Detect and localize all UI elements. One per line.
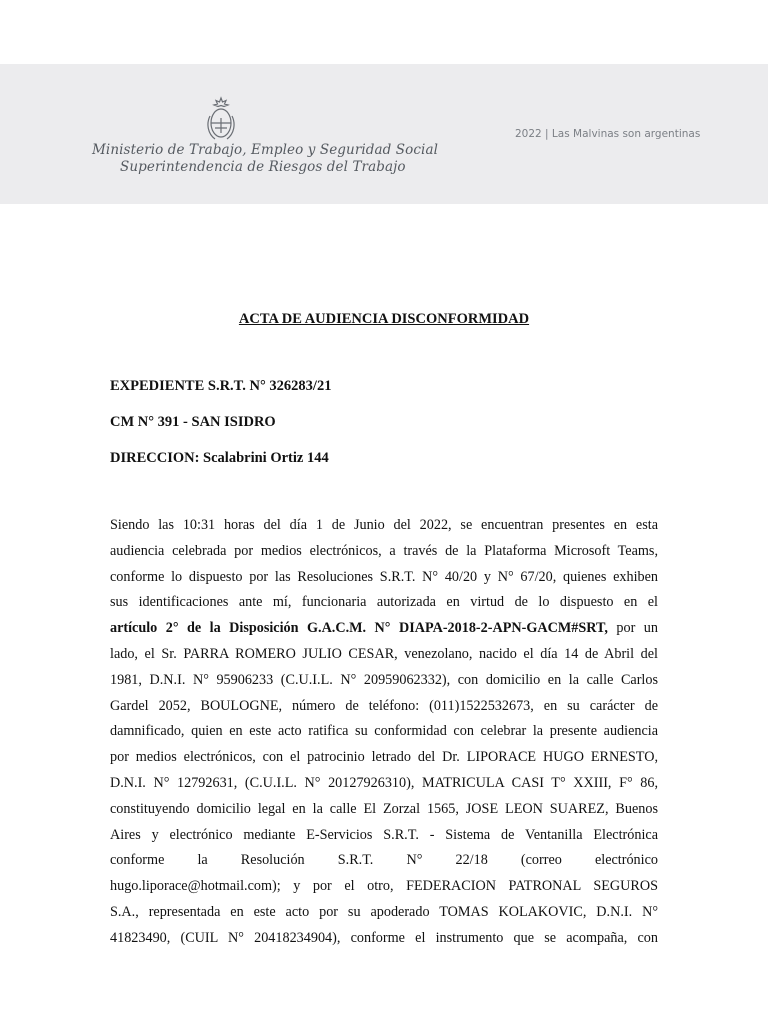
body-line: audiencia celebrada por medios electrónicos, a través de la Plataforma Microsoft Teams, [110,542,658,559]
body-line-tail: por un [607,620,658,637]
body-line-mixed [110,616,658,642]
body-line: S.A., representada en este acto por su apoderado TOMAS KOLAKOVIC, D.N.I. N° [110,903,658,920]
disposition-reference: artículo 2° de la Disposición G.A.C.M. N° DIAPA-2018-2-APN-GACM#SRT, [110,620,608,637]
body-line: damnificado, quien en este acto ratifica su conformidad con celebrar la presente audiencia [110,723,658,740]
ministry-line-2: Superintendencia de Riesgos del Trabajo [120,159,406,175]
body-line: Siendo las 10:31 horas del día 1 de Junio del 2022, se encuentran presentes en esta [110,517,658,533]
body-line: conforme lo dispuesto por las Resoluciones S.R.T. N° 40/20 y N° 67/20, quienes exhiben [110,568,658,585]
cm-location: CM N° 391 - SAN ISIDRO [110,414,276,430]
address: DIRECCION: Scalabrini Ortiz 144 [110,450,329,466]
document-body [110,513,658,952]
body-line: hugo.liporace@hotmail.com); y por el otro, FEDERACION PATRONAL SEGUROS [110,878,658,895]
body-line: por medios electrónicos, con el patrocinio letrado del Dr. LIPORACE HUGO ERNESTO, [110,749,658,766]
slogan: 2022 | Las Malvinas son argentinas [515,128,701,140]
body-line: sus identificaciones ante mí, funcionaria autorizada en virtud de lo dispuesto en el [110,594,658,611]
body-line: 41823490, (CUIL N° 20418234904), conforme el instrumento que se acompaña, con [110,929,658,946]
body-line: lado, el Sr. PARRA ROMERO JULIO CESAR, venezolano, nacido el día 14 de Abril del [110,645,658,662]
body-line: D.N.I. N° 12792631, (C.U.I.L. N° 20127926310), MATRICULA CASI T° XXIII, F° 86, [110,774,658,791]
ministry-name [92,142,438,176]
body-line: conforme la Resolución S.R.T. N° 22/18 (correo electrónico [110,852,658,869]
body-line: constituyendo domicilio legal en la calle El Zorzal 1565, JOSE LEON SUAREZ, Buenos [110,800,658,817]
coat-of-arms-icon [206,96,236,142]
body-line: Gardel 2052, BOULOGNE, número de teléfono: (011)1522532673, en su carácter de [110,697,658,714]
body-line: 1981, D.N.I. N° 95906233 (C.U.I.L. N° 20959062332), con domicilio en la calle Carlos [110,671,658,688]
body-line: Aires y electrónico mediante E-Servicios S.R.T. - Sistema de Ventanilla Electrónica [110,826,658,843]
expediente-number: EXPEDIENTE S.R.T. N° 326283/21 [110,378,332,394]
document-title: ACTA DE AUDIENCIA DISCONFORMIDAD [238,311,530,327]
ministry-line-1: Ministerio de Trabajo, Empleo y Seguridad Social [92,142,439,158]
